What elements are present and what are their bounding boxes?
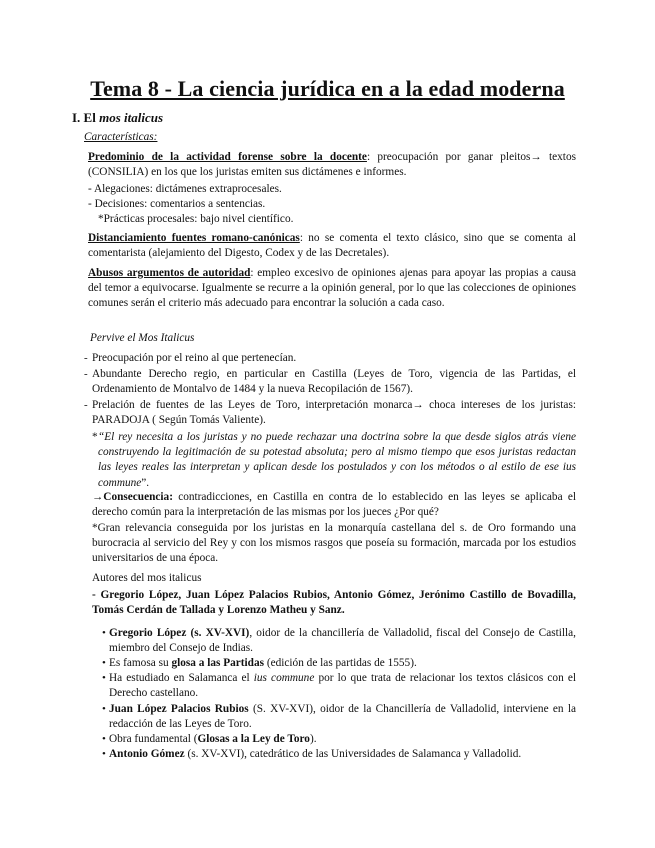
bullet-antonio-gomez <box>109 747 576 762</box>
list-item-practicas: *Prácticas procesales: bajo nivel científico. <box>98 213 294 225</box>
name-palacios-rubios: Juan López Palacios Rubios <box>109 703 249 715</box>
subheading-pervive: Pervive el Mos Italicus <box>90 332 195 344</box>
quote-text: “El rey necesita a los juristas y no puede rechazar una doctrina sobre la que desde siglos atrás viene construyendo la legitimación de su potestad absoluta; pero al mismo tiempo que esos juristas redactan las leyes reales las interpretan y aplican desde los postulados y con los métodos o al estilo de ese ius commune <box>98 431 576 489</box>
bullet-obra-fundamental <box>109 732 576 747</box>
term-abusos: Abusos argumentos de autoridad <box>88 267 251 279</box>
text-distanciamiento: : no se comenta el texto clásico, sino que se comenta al comentarista (alejamiento del Digesto, Codex y de las Decretales). <box>88 232 576 260</box>
term-consecuencia: Consecuencia: <box>103 491 173 503</box>
list-item-decisiones: - Decisiones: comentarios a sentencias. <box>88 198 266 210</box>
dash-bullet: - <box>84 399 88 411</box>
bullet-palacios-rubios <box>109 702 576 732</box>
section-heading <box>72 110 163 126</box>
item-preocupacion: Preocupación por el reino al que pertenecían. <box>92 352 297 364</box>
text-pre: Es famosa su <box>109 657 172 669</box>
bullet-dot: • <box>102 657 106 669</box>
text-pre: Obra fundamental ( <box>109 733 198 745</box>
quote-star: * <box>92 431 98 443</box>
text-abusos: : empleo excesivo de opiniones ajenas para apoyar las propias a causa del temor a equivocarse. Igualmente se recurre a la opinión general, por lo que las colecciones de opiniones comunes serán el criterio más adecuado para encontrar la solución a cada caso. <box>88 267 576 310</box>
text-palacios-rubios: (S. XV-XVI), oidor de la Chancillería de Valladolid, interviene en la redacción de las Leyes de Toro. <box>109 703 576 731</box>
text-antonio-gomez: (s. XV-XVI), catedrático de las Universidades de Salamanca y Valladolid. <box>184 748 522 760</box>
bullet-dot: • <box>102 748 106 760</box>
page-title: Tema 8 - La ciencia jurídica en a la edad moderna <box>90 76 565 101</box>
subheading-autores: Autores del mos italicus <box>92 572 202 584</box>
term-distanciamiento: Distanciamiento fuentes romano-canónicas <box>88 232 300 244</box>
text-bold: glosa a las Partidas <box>171 657 265 669</box>
section-name: mos italicus <box>99 110 164 125</box>
name-gregorio-lopez: Gregorio López (s. XV-XVI) <box>109 627 250 639</box>
bullet-dot: • <box>102 703 106 715</box>
text-predominio: : preocupación por ganar pleitos→ textos (CONSILIA) en los que los juristas emiten sus dictámenes e informes. <box>88 151 576 179</box>
term-predominio: Predominio de la actividad forense sobre la docente <box>88 151 367 163</box>
paragraph-consecuencia <box>92 490 576 520</box>
text-post: por lo que trata de relacionar los textos clásicos con el Derecho castellano. <box>109 672 576 700</box>
bullet-salamanca <box>109 671 576 701</box>
bullet-dot: • <box>102 627 106 639</box>
list-item-alegaciones: - Alegaciones: dictámenes extraprocesales. <box>88 183 282 195</box>
text-post: (edición de las partidas de 1555). <box>264 657 417 669</box>
dash-bullet: - <box>84 368 88 380</box>
text-ius-commune: ius commune <box>253 672 315 684</box>
paragraph-predominio <box>88 150 576 180</box>
subheading-caracteristicas: Características: <box>84 131 158 143</box>
paragraph-distanciamiento <box>88 231 576 261</box>
text-consecuencia: contradicciones, en Castilla en contra de lo establecido en las leyes se aplicaba el derecho común para la interpretación de las mismas por los jueces ¿Por qué? <box>92 491 576 519</box>
text-post: ). <box>309 733 317 745</box>
bullet-dot: • <box>102 733 106 745</box>
bullet-dot: • <box>102 672 106 684</box>
dash-bullet: - <box>84 352 88 364</box>
paragraph-gran-relevancia: *Gran relevancia conseguida por los juristas en la monarquía castellana del s. de Oro formando una burocracia al servicio del Rey y con los mismos rasgos que poseía su formación, marcada por los estudios universitarios de una época. <box>92 522 576 565</box>
quote-tomas-valiente <box>98 430 576 491</box>
text-pre: Ha estudiado en Salamanca el <box>109 672 254 684</box>
item-prelacion: Prelación de fuentes de las Leyes de Toro, interpretación monarca→ choca intereses de los juristas: PARADOJA ( Según Tomás Valiente). <box>92 399 576 427</box>
bullet-glosa-partidas <box>109 656 576 671</box>
autores-list: - Gregorio López, Juan López Palacios Rubios, Antonio Gómez, Jerónimo Castillo de Bovadilla, Tomás Cerdán de Tallada y Lorenzo Matheu y Sanz. <box>92 589 576 617</box>
text-gregorio-lopez: , oidor de la chancillería de Valladolid, fiscal del Consejo de Castilla, miembro del Consejo de Indias. <box>109 627 576 655</box>
arrow-glyph: → <box>92 491 104 503</box>
item-derecho-regio: Abundante Derecho regio, en particular en Castilla (Leyes de Toro, vigencia de las Partidas, el Ordenamiento de Montalvo de 1484 y la nueva Recopilación de 1567). <box>92 368 576 396</box>
quote-end: ”. <box>141 476 150 489</box>
text-bold: Glosas a la Ley de Toro <box>197 733 310 745</box>
paragraph-abusos <box>88 266 576 312</box>
section-number: I. El <box>72 110 96 125</box>
bullet-gregorio-lopez <box>109 626 576 656</box>
name-antonio-gomez: Antonio Gómez <box>109 748 185 760</box>
